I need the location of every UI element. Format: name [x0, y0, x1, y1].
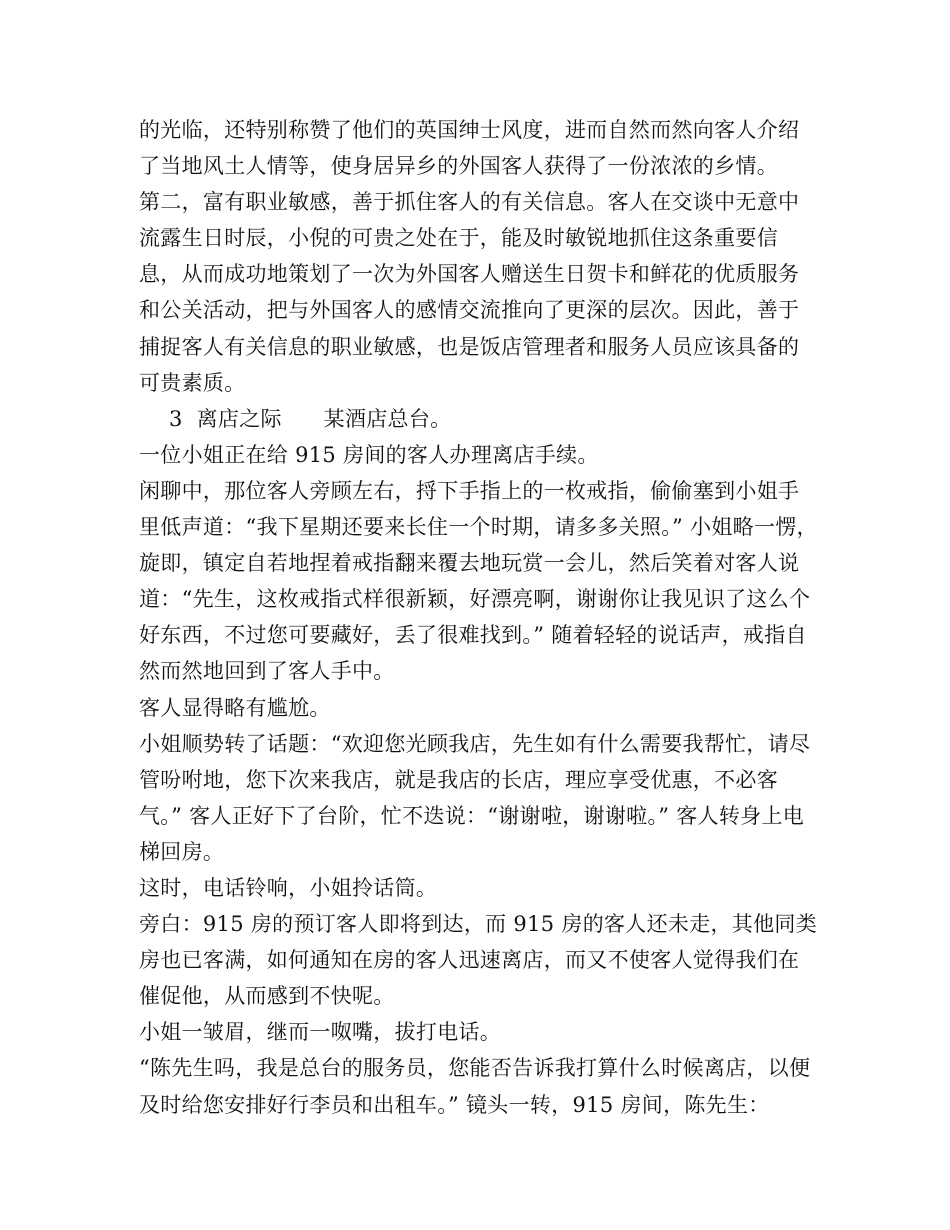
paragraph-4: 闲聊中，那位客人旁顾左右，捋下手指上的一枚戒指，偷偷塞到小姐手里低声道：“我下星期还要来长住一个时期，请多多关照。” 小姐略一愣，旋即，镇定自若地捏着戒指翻来覆去地玩赏一会儿，然后笑着对客人说道：“先生，这枚戒指式样很新颖，好漂亮啊，谢谢你让我见识了这么个好东西，不过您可要藏好，丢了很难找到。” 随着轻轻的说话声，戒指自然而然地回到了客人手中。: [139, 478, 818, 684]
paragraph-8: 旁白：915 房的预订客人即将到达，而 915 房的客人还未走，其他同类房也已客满，如何通知在房的客人迅速离店，而又不使客人觉得我们在催促他，从而感到不快呢。: [139, 912, 817, 1009]
document-body: [139, 112, 819, 1123]
paragraph-10: “陈先生吗，我是总台的服务员，您能否告诉我打算什么时候离店，以便及时给您安排好行李员和出租车。” 镜头一转，915 房间，陈先生：: [139, 1056, 811, 1117]
paragraph-1: 的光临，还特别称赞了他们的英国绅士风度，进而自然而然向客人介绍了当地风土人情等，使身居异乡的外国客人获得了一份浓浓的乡情。: [139, 118, 800, 179]
paragraph-7: 这时，电话铃响，小姐拎话筒。: [139, 875, 438, 900]
paragraph-9: 小姐一皱眉，继而一呶嘴，拔打电话。: [139, 1020, 502, 1045]
paragraph-2: 第二，富有职业敏感，善于抓住客人的有关信息。客人在交谈中无意中流露生日时辰，小倪的可贵之处在于，能及时敏锐地抓住这条重要信息，从而成功地策划了一次为外国客人赠送生日贺卡和鲜花的优质服务和公关活动，把与外国客人的感情交流推向了更深的层次。因此，善于捕捉客人有关信息的职业敏感，也是饭店管理者和服务人员应该具备的可贵素质。: [139, 190, 800, 395]
section-heading: 3 离店之际 某酒店总台。: [169, 406, 452, 431]
paragraph-5: 客人显得略有尴尬。: [139, 695, 331, 720]
paragraph-3: 一位小姐正在给 915 房间的客人办理离店手续。: [139, 442, 599, 467]
paragraph-6: 小姐顺势转了话题：“欢迎您光顾我店，先生如有什么需要我帮忙，请尽管吩咐地，您下次来我店，就是我店的长店，理应享受优惠，不必客气。” 客人正好下了台阶，忙不迭说：“谢谢啦，谢谢啦。” 客人转身上电梯回房。: [139, 731, 811, 864]
